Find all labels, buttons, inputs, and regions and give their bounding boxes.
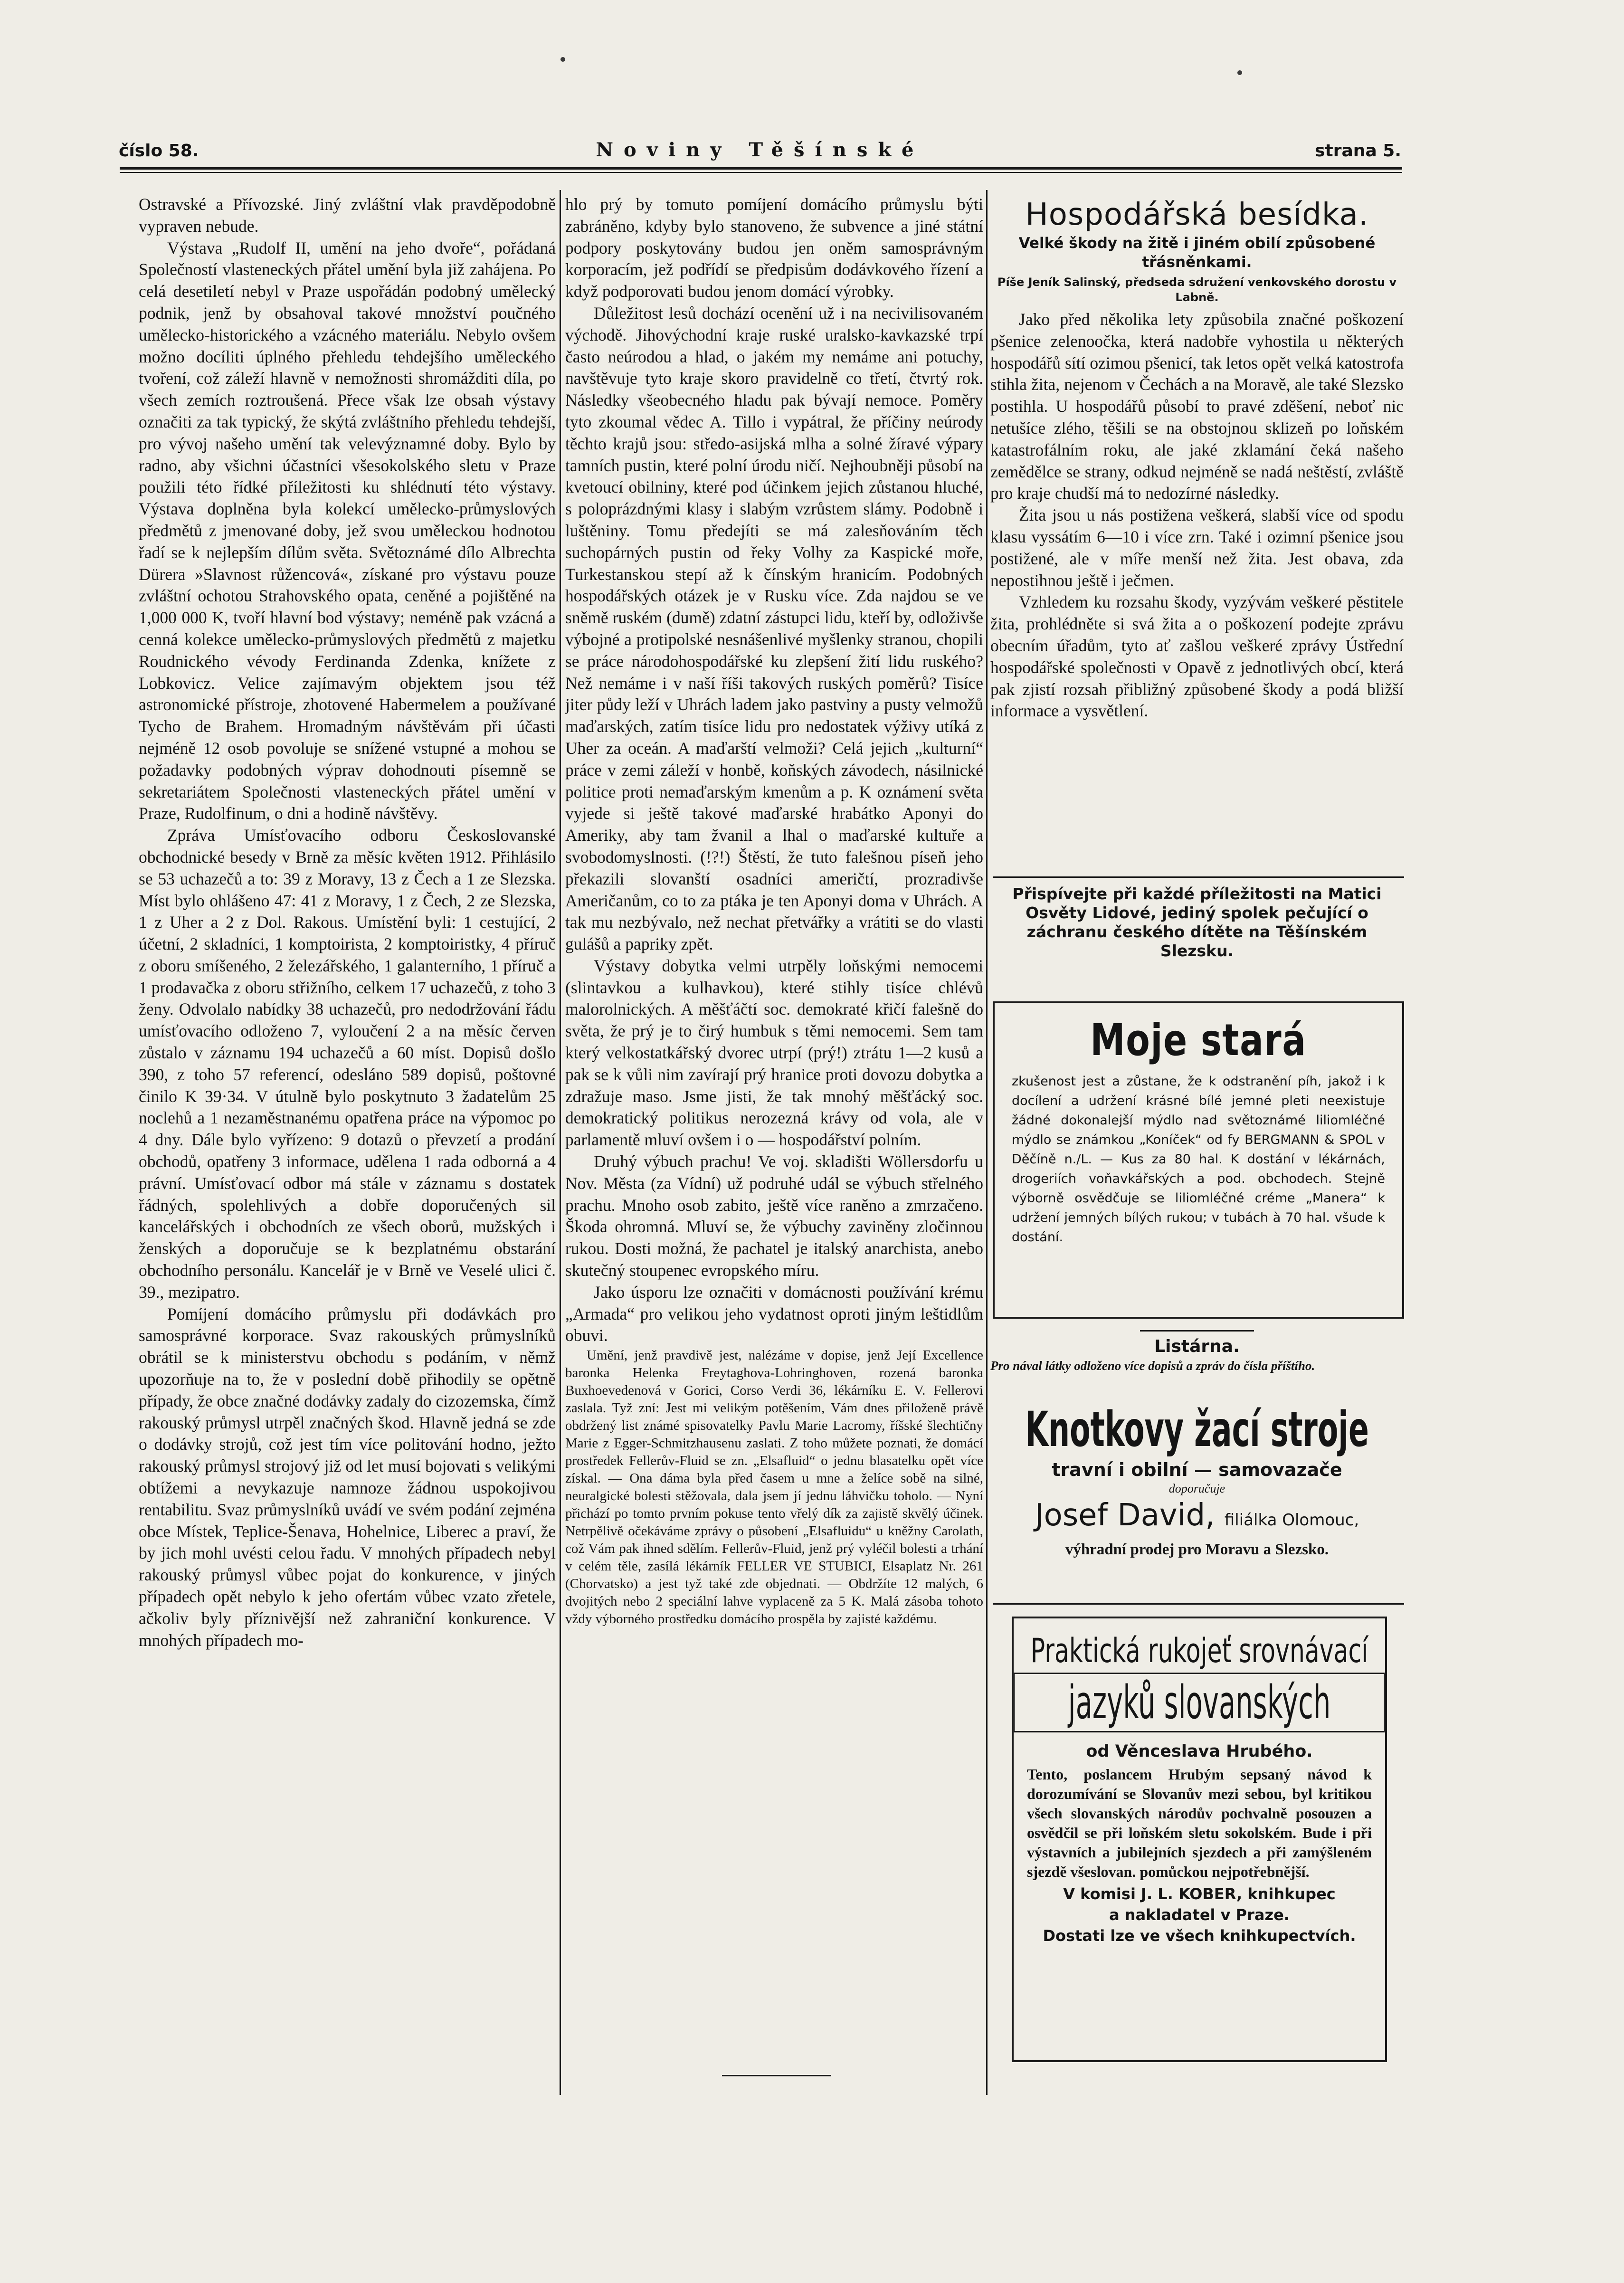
column-divider xyxy=(560,190,561,2095)
page-header xyxy=(119,139,1401,167)
end-rule xyxy=(722,2075,831,2076)
listarna-text: Pro nával látky odloženo více dopisů a zpráv do čísla příštího. xyxy=(990,1359,1315,1373)
ad-title-boxed: jazyků slovanských xyxy=(1014,1673,1385,1732)
article-paragraph: Jako úsporu lze označiti v domácnosti používání krému „Armada“ pro velikou jeho vydatnost oproti jiným leštidlům obuvi. xyxy=(565,1282,983,1345)
ad-line: travní i obilní — samovazače xyxy=(1052,1459,1342,1480)
listarna xyxy=(990,1336,1404,1374)
article-paragraph: Pomíjení domácího průmyslu při dodávkách pro samosprávné korporace. Svaz rakouských průmyslníků obrátil se k ministerstvu obchodu s podáním, v němž upozorňuje na to, že v poslední době přihodily se opětně případy, že obce značné dodávky zadaly do cizozemska, čímž rakouský průmysl utrpěl značných škod. Hlavně jedná se zde o dodávky strojů, což jest tím více politování hodno, ježto rakouský průmysl strojový již od let musí bojovati s velikými obtížemi a nevykazuje namnoze žádnou uspokojivou rentabilitu. Svaz průmyslníků uvádí ve svém podání zejména obce Místek, Teplice-Šenava, Hohelnice, Liberec a praví, že by jich mohl uvésti celou řadu. V mnohých případech nebyl rakouský průmysl vůbec pojat do konkurence, v jiných případech opět nebylo k jeho ofertám vůbec vzato zřetele, ačkoliv byly příznivější než zahraniční konkurence. V mnohých případech mo- xyxy=(139,1304,556,1650)
advertorial-text: Umění, jenž pravdivě jest, nalézáme v dopise, jenž Její Excellence baronka Helenka Freytaghova-Lohringhoven, rozená baronka Buxhoevedenová v Gorici, Corso Verdi 36, lékárníku E. V. Fellerovi zaslala. Tyž zní: Jest mi velikým potěšením, Vám dnes přiloženě právě obdržený list známé spisovatelky Pavlu Marie Lacromy, říšské šlechtičny Marie z Egger-Schmitzhausenu zaslati. Z toho můžete poznati, že domácí prostředek Fellerův-Fluid se zn. „Elsafluid“ o jednu blasatelku opět více získal. — Ona dáma byla před časem u mne a želíce sobě na silné, neuralgické bolesti stěžovala, dala jsem jí jednu láhvičku toholo. — Nyní přichází po tomto prvním pokuse tento vřelý dík za zajistě skvělý účinek. Netrpělivě očekáváme zprávy o působení „Elsafluidu“ u kněžny Carolath, což Vám pak ihned sdělím. Fellerův-Fluid, jenž prý vyléčil bolesti a trhání v celém těle, zasílá lékárník FELLER VE STUBICI, Elsaplatz Nr. 261 (Chorvatsko) a jest tyž také zde objednati. — Obdržíte 12 malých, 6 dvojitých nebo 2 speciální lahve vyplaceně za 5 K. Malá zásoba tohoto vždy výborného prostředku domácího prospěla by zajisté každému. xyxy=(565,1348,983,1627)
page-speck xyxy=(560,57,565,62)
ad-prakticka-rukojet xyxy=(1012,1617,1387,2062)
article-paragraph: Zpráva Umísťovacího odboru Českoslovanské obchodnické besedy v Brně za měsíc květen 1912. Přihlásilo se 53 uchazečů a to: 39 z Moravy, 13 z Čech a 1 ze Slezska. Míst bylo ohlášeno 47: 41 z Moravy, 1 z Čech, 2 ze Slezska, 1 z Uher a 2 z Dol. Rakous. Umístění byli: 1 cestující, 2 účetní, 2 skladníci, 1 komptoirista, 2 komptoiristky, 4 příruč z oboru smíšeného, 2 železářského, 1 galanterního, 1 příruč a 1 prodavačka z oboru střižního, celkem 17 uchazečů, z toho 3 ženy. Odvolalo nabídky 38 uchazečů, pro nedodržování řádu umísťovacího odloženo 7, vyloučení 2 a na měsíc červen zůstalo v záznamu 194 uchazečů a 60 míst. Dopisů došlo 390, z toho 57 referencí, odesláno 589 dopisů, poštovné činilo K 39·34. V útulně bylo poskytnuto 3 žadatelům 25 noclehů a 1 nezaměstnanému opatřena práce na výpomoc po 4 dny. Dále bylo vyřízeno: 9 dotazů o převzetí a prodání obchodů, opatřeny 3 informace, udělena 1 rada odborná a 4 právní. Umísťovací odbor má stále v záznamu s dostatek řádných, spolehlivých a dobře doporučených sil kancelářských i obchodních ze všech oborů, mužských i ženských a doporučuje se k bezplatnému obstarání obchodního personálu. Kancelář je v Brně ve Veselé ulici č. 39., mezipatro. xyxy=(139,826,556,1302)
article-paragraph: Ostravské a Přívozské. Jiný zvláštní vlak pravděpodobně vypraven nebude. xyxy=(139,195,556,236)
article-paragraph: hlo prý by tomuto pomíjení domácího průmyslu býti zabráněno, kdyby bylo stanoveno, že subvence a jiné státní podpory poskytovány budou jen oněm samosprávným korporacím, jež podřídí se předpisům dodávkového řízení a když podporovati budou jenom domácí výrobky. xyxy=(565,195,983,301)
byline: Píše Jeník Salinský, předseda sdružení venkovského dorostu v Labně. xyxy=(997,276,1397,304)
ad-title: Moje stará xyxy=(1090,1015,1307,1065)
ad-author: od Věnceslava Hrubého. xyxy=(1086,1742,1313,1761)
ad-line: doporučuje xyxy=(1168,1482,1225,1495)
matice-promo: Přispívejte při každé příležitosti na Matici Osvěty Lidové, jediný spolek pečující o záchranu českého dítěte na Těšínském Slezsku. xyxy=(1012,885,1382,960)
ad-line: a nakladatel v Praze. xyxy=(1109,1906,1290,1924)
page-number: strana 5. xyxy=(1315,141,1401,161)
section-subtitle: Velké škody na žitě i jiném obilí způsobené třásněnkami. xyxy=(1018,235,1376,271)
ad-title: Knotkovy žací stroje xyxy=(1025,1401,1369,1458)
ad-text: zkušenost jest a zůstane, že k odstranění píh, jakož i k docílení a udržení krásné bílé jemné pleti neexistuje žádné dokonalejší mýdlo nad světoznámé liliomléčné mýdlo se známkou „Koníček“ od fy BERGMANN & SPOL v Děčíně n./L. — Kus za 80 hal. K dostání v lékárnách, drogeriích voňavkářských a pod. obchodech. Stejně výborně osvědčuje se liliomléčné créme „Manera“ k udržení jemných bílých rukou; v tubách à 70 hal. všude k dostání. xyxy=(1012,1074,1385,1245)
listarna-title: Listárna. xyxy=(1154,1337,1240,1356)
article-paragraph: Žita jsou u nás postižena veškerá, slabší více od spodu klasu vyssátím 6—10 i více zrn. Také i ozimní pšenice jsou postižené, ale v míře menší než žita. Jest obava, zda nepostihnou ještě i ječmen. xyxy=(990,505,1404,590)
ad-text: Tento, poslancem Hrubým sepsaný návod k dorozumívání se Slovanův mezi sebou, byl kritikou všech slovanských národův pochvalně posouzen a osvědčil se při loňském sletu sokolském. Bude i při výstavních a jubilejních sjezdech a při zamýšleném sjezdě všeslovan. pomůckou nejpotřebnější. xyxy=(1027,1766,1372,1880)
advertorial-feller xyxy=(565,1347,983,1628)
ad-name: Josef David, xyxy=(1035,1498,1215,1533)
article-paragraph: Druhý výbuch prachu! Ve voj. skladišti Wöllersdorfu u Nov. Města (za Vídní) už podruhé udál se výbuch střelného prachu. Mnoho osob zabito, ještě více raněno a zmrzačeno. Škoda ohromná. Mluví se, že výbuchy zaviněny zločinnou rukou. Dosti možná, že pachatel je italský anarchista, anebo skutečný stoupenec evropského míru. xyxy=(565,1152,983,1280)
section-title: Hospodářská besídka. xyxy=(1025,197,1369,232)
article-paragraph: Vzhledem ku rozsahu škody, vyzývám veškeré pěstitele žita, prohlédněte si svá žita a o poškození podejte zprávu obecním úřadům, tyto ať zašlou veškeré zprávy Ústřední hospodářské společnosti v Opavě z jednotlivých obcí, která pak zjistí rozsah přibližný způsobené škody a podá bližší informace a vysvětlení. xyxy=(990,592,1404,721)
ad-line: výhradní prodej pro Moravu a Slezsko. xyxy=(1065,1541,1329,1558)
article-paragraph: Výstavy dobytka velmi utrpěly loňskými nemocemi (slintavkou a kulhavkou), které stihly tisíce chlévů malorolnických. A měšťáčtí soc. demokraté křičí falešně do světa, že prý je to čirý humbuk s těmi nemocemi. Sem tam který velkostatkářský dvorec utrpí (prý!) ztrátu 1—2 kusů a pak se k vůli nim zavírají prý hranice proti dovozu dobytka a zdražuje maso. Jsme jisti, že tak mnohý měšťácký soc. demokratický politikus nerozezná krávy od vola, ale v parlamentě mluví ovšem i o — hospodářství polním. xyxy=(565,956,983,1150)
article-paragraph: Výstava „Rudolf II, umění na jeho dvoře“, pořádaná Společností vlasteneckých přátel umění byla již zahájena. Po celá desetiletí nebyl v Praze uspořádán podobný umělecký podnik, jenž by obsahoval takové množství poučného umělecko-historického a vzácného materiálu. Nebylo ovšem možno docíliti úplného přehledu tehdejšího uměleckého tvoření, což záleží hlavně v nemožnosti shromážditi díla, po všech zemích roztroušená. Přece však lze obsah výstavy označiti za tak typický, že skýtá zvláštního přehledu tehdejší, pro vývoj našeho umění tak velevýznamné doby. Bylo by radno, aby všichni účastníci všesokolského sletu v Praze použili této řídké příležitosti ku shlédnutí této výstavy. Výstava doplněna byla kolekcí umělecko-průmyslových předmětů z jmenované doby, jež svou uměleckou hodnotou řadí se k nejlepším dílům světa. Světoznámé dílo Albrechta Dürera »Slavnost růžencová«, získané pro výstavu pouze zvláštní ochotou Strahovského opata, ceněné a pojištěné na 1,000 000 K, tvoří hlavní bod výstavy; neméně pak vzácná a cenná kolekce umělecko-průmyslových předmětů z majetku Roudnického vévody Ferdinanda Zdenka, knížete z Lobkovicz. Velice zajímavým objektem jsou též astronomické přístroje, zhotovené Habermelem a používané Tycho de Brahem. Hromadným návštěvám při účasti nejméně 12 osob povoluje se snížené vstupné a mohou se požadavky podobných výprav dohodnouti písemně se sekretariátem Společnosti vlasteneckých přátel umění v Praze, Rudolfinum, o dni a hodině návštěvy. xyxy=(139,238,556,823)
ad-line: Dostati lze ve všech knihkupectvích. xyxy=(1043,1927,1356,1945)
ad-knotkovy xyxy=(990,1401,1404,1560)
issue-number: číslo 58. xyxy=(119,141,199,161)
column-2 xyxy=(565,194,983,2061)
ad-firm: filiálka Olomouc, xyxy=(1224,1511,1359,1530)
article-paragraph: Důležitost lesů dochází ocenění už i na necivilisovaném východě. Jihovýchodní kraje ruské uralsko-kavkazské trpí často neúrodou a hlad, o jakém my nemáme ani potuchy, navštěvuje tyto kraje skoro pravidelně co třetí, čtvrtý rok. Následky všeobecného hladu pak bývají nemoce. Poměry tyto zkoumal vědec A. Tillo i vypátral, že příčiny neúrody těchto krajů jsou: středo-asijská mlha a solné žíravé výpary tamních pustin, které polní úrodu ničí. Nejhoubněji působí na kvetoucí obilniny, které pod účinkem jejich zůstanou hluché, s poloprázdnými klasy i slabým vzrůstem slámy. Podobně i luštěniny. Tomu předejíti se má zalesňováním těch suchopárných pustin od řeky Volhy za Kaspické moře, Turkestanskou stepí až k čínským hranicím. Podobných hospodářských otázek je v Rusku více. Zda najdou se ve sněmě ruském (dumě) zdatní zástupci lidu, kteří by, odloživše výbojné a protipolské nesnášenlivé myšlenky stranou, chopili se práce národohospodářské ku zlepšení žití lidu ruského? Než nemáme i v naší říši takových ruských poměrů? Tisíce jiter půdy leží v Uhrách ladem jako pastviny a pusty velmožů maďarských, zatím tisíce lidu pro nedostatek výživy utíká z Uher za oceán. A maďarští velmoži? Celá jejich „kulturní“ práce v zemi záleží v honbě, koňských závodech, násilnické politice proti nemaďarským kmenům a p. K oznámení světa vyjede si ještě takové maďarské hrabátko Aponyi do Ameriky, aby tam žvanil a lhal o maďarské kultuře a svobodomyslnosti. (!?!) Štěstí, že tuto falešnou píseň jeho překazili slovanští osadníci američtí, prozradivše Američanům, co to za ptáka je ten Aponyi doma v Uhrách. A tak mu nezbývalo, než nechat přetvářky a vrátiti se do vlasti gulášů a papriky zpět. xyxy=(565,303,983,954)
newspaper-title: Noviny Těšínské xyxy=(596,139,924,161)
ad-moje-stara xyxy=(993,1001,1404,1319)
article-paragraph: Jako před několika lety způsobila značné poškození pšenice zelenoočka, která nadobře vyhostila u některých hospodářů sítí ozimou pšenicí, tak letos opět velká katostrofa stihla žita, nejenom v Čechách a na Moravě, ale také Slezsko postihla. U hospodářů působí to pravé zděšení, neboť nic netušíce zlého, těšili se na obstojnou sklizeň po loňském katastrofálním roku, ale jaké zklamání čeká našeho zemědělce se strany, odkud nejméně se nadá neštěstí, zvláště pro kraje chudší má to nedozírné následky. xyxy=(990,310,1404,503)
column-divider xyxy=(986,190,988,2095)
divider xyxy=(993,1603,1404,1605)
column-1 xyxy=(139,194,556,2094)
section-rule xyxy=(993,876,1404,878)
ad-name-line xyxy=(990,1496,1404,1539)
header-rule xyxy=(120,167,1402,170)
ad-title: Praktická rukojeť srovnávací xyxy=(1030,1631,1368,1670)
divider xyxy=(1140,1330,1254,1332)
page-speck xyxy=(1237,70,1242,75)
header-rule-thin xyxy=(120,172,1402,173)
ad-line: V komisi J. L. KOBER, knihkupec xyxy=(1063,1885,1336,1903)
